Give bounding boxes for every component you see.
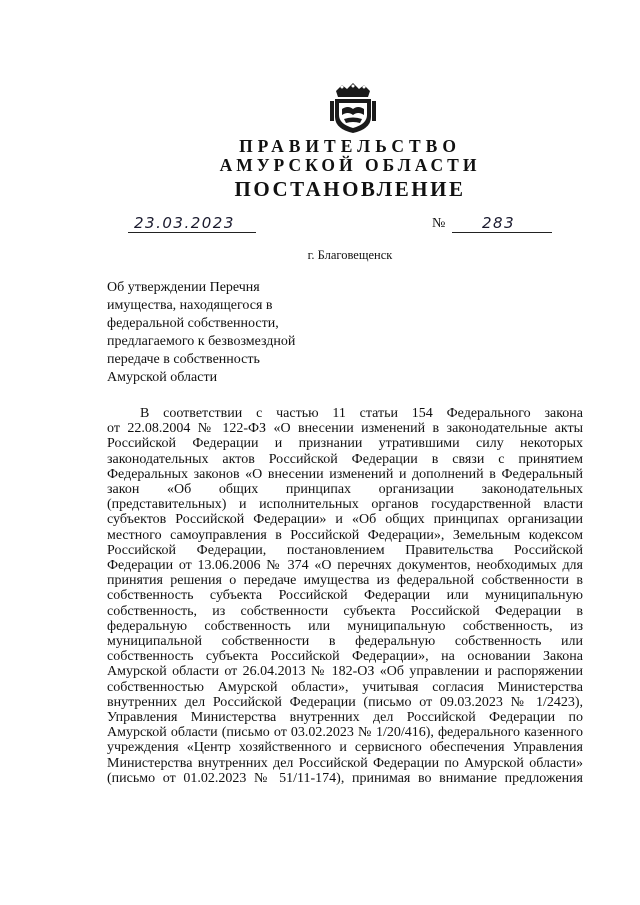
body-line: федеральную собственность или муниципальную собственность, из <box>107 618 583 634</box>
body-line: собственность, из собственности субъекта Российской Федерации в <box>107 603 583 619</box>
body-line: внутренних дел Российской Федерации (письмо от 09.03.2023 № 1/2423), <box>107 694 583 710</box>
body-line: собственностью Амурской области», учитывая согласия Министерства <box>107 679 583 695</box>
body-line: В соответствии с частью 11 статьи 154 Федерального закона <box>140 406 583 421</box>
subject-line: предлагаемого к безвозмездной <box>107 334 296 349</box>
body-line: законодательных актов Российской Федерации в связи с принятием <box>107 451 583 467</box>
subject-line: федеральной собственности, <box>107 316 279 331</box>
body-line: Амурской области от 26.04.2013 № 182-ОЗ «Об управлении и распоряжении <box>107 664 583 680</box>
coat-of-arms-icon <box>330 83 376 133</box>
document-type-title: ПОСТАНОВЛЕНИЕ <box>234 177 466 201</box>
body-line: Российской Федерации и признании утратившими силу некоторых <box>107 436 583 452</box>
subject-line: Амурской области <box>107 370 218 385</box>
date-field <box>128 214 256 233</box>
subject-line: Об утверждении Перечня <box>107 280 260 295</box>
body-line: Управления Министерства внутренних дел Российской Федерации по <box>107 710 583 726</box>
body-line: закон «Об общих принципах организации законодательных <box>107 482 583 498</box>
body-line: (письмо от 01.02.2023 № 51/11-174), принимая во внимание предложения <box>107 770 583 786</box>
date-value: 23.03.2023 <box>134 214 235 232</box>
number-field <box>452 214 552 233</box>
body-line: Министерства внутренних дел Российской Федерации по Амурской области» <box>107 755 583 771</box>
body-paragraph <box>107 406 583 786</box>
body-line: (представительных) и исполнительных органов государственной власти <box>107 497 583 513</box>
body-line: местного самоуправления в Российской Федерации», Земельным кодексом <box>107 527 583 543</box>
number-label: № <box>432 216 446 231</box>
number-value: 283 <box>482 214 516 232</box>
subject-line: имущества, находящегося в <box>107 298 273 313</box>
city-line: г. Благовещенск <box>307 248 393 262</box>
body-line: муниципальной собственности в федеральную собственность или <box>107 634 583 650</box>
government-title: ПРАВИТЕЛЬСТВО <box>239 136 461 156</box>
body-line: Федерации от 13.06.2006 № 374 «О перечнях документов, необходимых для <box>107 558 583 574</box>
body-line: учреждения «Центр хозяйственного и сервисного обеспечения Управления <box>107 740 583 756</box>
body-line: Амурской области (письмо от 03.02.2023 № 1/20/416), федерального казенного <box>107 725 583 741</box>
body-line: Российской Федерации, постановлением Правительства Российской <box>107 542 583 558</box>
body-line: от 22.08.2004 № 122-ФЗ «О внесении изменений в законодательные акты <box>107 421 583 437</box>
body-line: субъектов Российской Федерации» и «Об общих принципах организации <box>107 512 583 528</box>
body-line: принятия решения о передаче имущества из федеральной собственности в <box>107 573 583 589</box>
body-line: собственность субъекта Российской Федерации», на основании Закона <box>107 649 583 665</box>
document-subject <box>107 279 327 387</box>
body-line: собственность субъекта Российской Федерации или муниципальную <box>107 588 583 604</box>
body-line: Федеральных законов «О внесении изменений и дополнений в Федеральный <box>107 466 583 482</box>
region-title: АМУРСКОЙ ОБЛАСТИ <box>219 155 481 175</box>
subject-line: передаче в собственность <box>107 352 260 367</box>
